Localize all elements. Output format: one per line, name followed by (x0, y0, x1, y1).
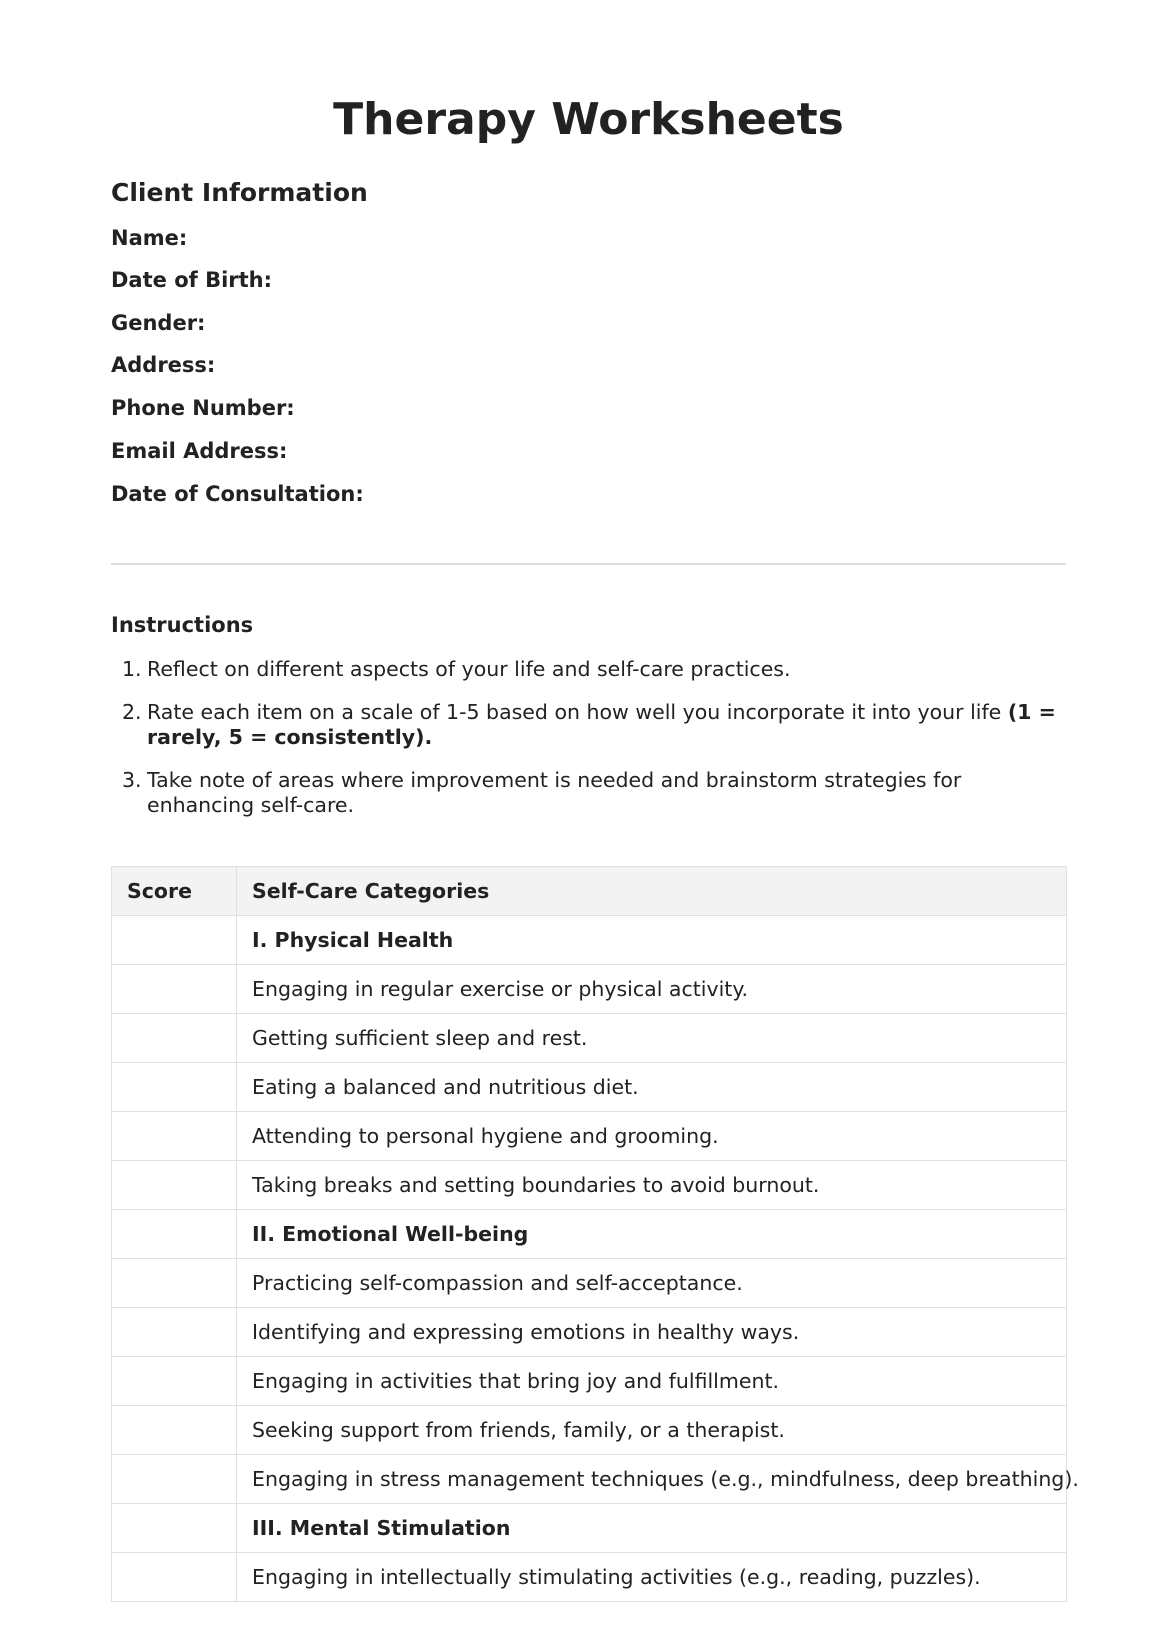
field-dob-label: Date of Birth: (111, 268, 273, 292)
instruction-number: 1. (122, 657, 142, 681)
category-item: Identifying and expressing emotions in healthy ways. (237, 1308, 1067, 1357)
table-row (112, 1357, 1067, 1406)
table-row (112, 1161, 1067, 1210)
instruction-text: Reflect on different aspects of your life and self-care practices. (147, 657, 791, 681)
category-item: Getting sufficient sleep and rest. (237, 1014, 1067, 1063)
score-cell[interactable] (112, 1455, 237, 1504)
section-heading: III. Mental Stimulation (237, 1504, 1067, 1553)
page-title: Therapy Worksheets (333, 94, 844, 145)
score-cell[interactable] (112, 1063, 237, 1112)
table-row (112, 1553, 1067, 1602)
score-cell[interactable] (112, 1553, 237, 1602)
table-row (112, 1063, 1067, 1112)
score-cell[interactable] (112, 1210, 237, 1259)
score-column-header: Score (112, 867, 237, 916)
score-cell[interactable] (112, 1357, 237, 1406)
score-cell[interactable] (112, 916, 237, 965)
instruction-item (111, 768, 1066, 818)
score-cell[interactable] (112, 1504, 237, 1553)
category-item: Engaging in stress management techniques (e.g., mindfulness, deep breathing). (237, 1455, 1067, 1504)
section-divider (111, 563, 1066, 565)
category-item: Attending to personal hygiene and grooming. (237, 1112, 1067, 1161)
table-row (112, 1406, 1067, 1455)
table-row (112, 965, 1067, 1014)
score-cell[interactable] (112, 1308, 237, 1357)
instruction-item (111, 700, 1066, 750)
field-gender-label: Gender: (111, 311, 206, 335)
instruction-item (111, 657, 1066, 682)
section-row (112, 916, 1067, 965)
field-consultation-date-label: Date of Consultation: (111, 482, 364, 506)
instruction-scale-note: (1 = rarely, 5 = consistently). (147, 700, 1056, 749)
self-care-table (111, 866, 1079, 1602)
section-heading: I. Physical Health (237, 916, 1067, 965)
instructions-heading: Instructions (111, 613, 254, 637)
category-item: Seeking support from friends, family, or a therapist. (237, 1406, 1067, 1455)
category-item: Engaging in intellectually stimulating activities (e.g., reading, puzzles). (237, 1553, 1067, 1602)
category-item: Engaging in activities that bring joy and fulfillment. (237, 1357, 1067, 1406)
table-row (112, 1112, 1067, 1161)
instruction-text: Rate each item on a scale of 1-5 based on how well you incorporate it into your life (147, 700, 1008, 724)
score-cell[interactable] (112, 1112, 237, 1161)
score-cell[interactable] (112, 1406, 237, 1455)
client-info-heading: Client Information (111, 178, 368, 207)
section-row (112, 1504, 1067, 1553)
field-phone-label: Phone Number: (111, 396, 295, 420)
category-item: Eating a balanced and nutritious diet. (237, 1063, 1067, 1112)
table-row (112, 1259, 1067, 1308)
table-header-row (112, 867, 1067, 916)
score-cell[interactable] (112, 965, 237, 1014)
category-item: Taking breaks and setting boundaries to avoid burnout. (237, 1161, 1067, 1210)
score-cell[interactable] (112, 1259, 237, 1308)
categories-column-header: Self-Care Categories (237, 867, 1067, 916)
section-heading: II. Emotional Well-being (237, 1210, 1067, 1259)
field-email-label: Email Address: (111, 439, 288, 463)
instruction-number: 2. (122, 700, 142, 724)
field-address-label: Address: (111, 353, 216, 377)
table-row (112, 1455, 1067, 1504)
category-item: Practicing self-compassion and self-acceptance. (237, 1259, 1067, 1308)
category-item: Engaging in regular exercise or physical activity. (237, 965, 1067, 1014)
instruction-text: Take note of areas where improvement is needed and brainstorm strategies for enhancing self-care. (147, 768, 962, 817)
score-cell[interactable] (112, 1161, 237, 1210)
section-row (112, 1210, 1067, 1259)
instruction-number: 3. (122, 768, 142, 792)
table-row (112, 1014, 1067, 1063)
score-cell[interactable] (112, 1014, 237, 1063)
table-row (112, 1308, 1067, 1357)
field-name-label: Name: (111, 226, 188, 250)
